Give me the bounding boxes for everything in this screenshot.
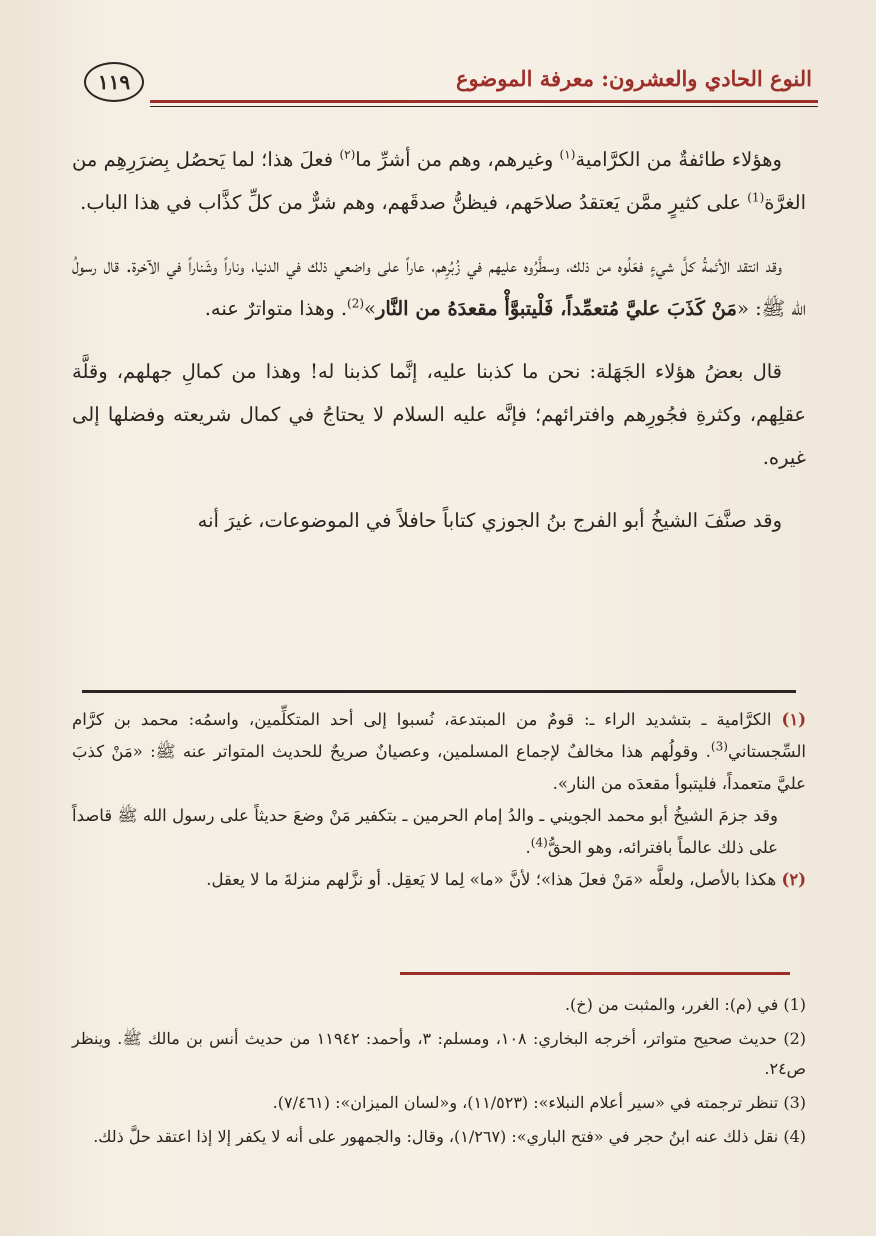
footnote-marker: (1) [747, 190, 765, 205]
editor-note-4: (4) نقل ذلك عنه ابنُ حجر في «فتح الباري»: (١/٢٦٧)، وقال: والجمهور على أنه لا يكفر إلا إذا اعتقد حلَّ ذلك. [93, 1127, 806, 1146]
paragraph-4: وقد صنَّفَ الشيخُ أبو الفرج بنُ الجوزي كتاباً حافلاً في الموضوعات، غيرَ أنه [197, 509, 782, 532]
editor-note-1: (1) في (م): الغرر، والمثبت من (خ). [564, 995, 806, 1014]
footnote-marker: (2) [347, 296, 365, 311]
header-rule-red [150, 100, 818, 103]
editor-notes-separator [400, 972, 790, 975]
footnote-1-cont [72, 800, 806, 864]
editor-note-3: (3) تنظر ترجمته في «سير أعلام النبلاء»: (١١/٥٢٣)، و«لسان الميزان»: (٧/٤٦١). [272, 1093, 806, 1112]
text-run: وقد انتقد الأئمةُ كلَّ شيءٍ فعَلُوه من ذلك، وسطَّرُوه عليهم في زُبُرِهم، عاراً على واضعي ذلك في الدنيا، وناراً وشَناراً في الآخرة. قال رسولُ الله ﷺ: « [72, 254, 806, 320]
header-rule-black [150, 106, 818, 107]
footnote-marker: (4) [530, 835, 548, 850]
footnote-marker: (١) [559, 147, 576, 162]
footnote-1 [72, 704, 806, 800]
page-number: ١١٩ [84, 62, 144, 102]
footnote-text: . [525, 838, 531, 857]
text-run: فعلَ هذا؛ لما يَحصُل بِضرَرِهِم من الغرَّة [72, 148, 806, 214]
footnote-number: (١) [781, 710, 806, 729]
running-title: النوع الحادي والعشرون: معرفة الموضوع [455, 66, 812, 91]
footnote-separator [82, 690, 796, 693]
text-run: . وهذا متواترٌ عنه. [204, 297, 348, 320]
hadith-quote: مَنْ كَذَبَ عليَّ مُتعمِّداً، فَلْيتبوَّأْ مقعدَهُ من النَّار [375, 297, 737, 320]
editor-note-2: (2) حديث صحيح متواتر، أخرجه البخاري: ١٠٨، ومسلم: ٣، وأحمد: ١١٩٤٢ من حديث أنس بن مالك ﷺ. وينظر ص٢٤. [72, 1029, 807, 1078]
footnote-2 [72, 864, 806, 896]
footnote-text: وقد جزمَ الشيخُ أبو محمد الجويني ـ والدُ إمام الحرمين ـ بتكفير مَنْ وضعَ حديثاً على رسول الله ﷺ قاصداً على ذلك عالماً بافترائه، وهو الحقُّ [72, 806, 778, 857]
text-run: وهؤلاء طائفةٌ من الكرَّامية [575, 148, 782, 171]
footnote-text: الكرَّامية ـ بتشديد الراء ـ: قومٌ من المبتدعة، نُسبوا إلى أحد المتكلِّمين، واسمُه: محمد بن كرَّام السِّجستاني [72, 710, 806, 761]
page-header [78, 58, 818, 108]
text-run: على كثيرٍ ممَّن يَعتقدُ صلاحَهم، فيظنُّ صدقَهم، وهم شرٌّ من كلِّ كذَّاب في هذا الباب. [80, 191, 748, 214]
main-text [72, 138, 806, 562]
editor-footnotes [72, 990, 806, 1156]
paragraph-2 [72, 244, 806, 330]
text-run: » [364, 297, 376, 320]
text-run: وغيرهم، وهم من أشرِّ ما [355, 148, 560, 171]
footnote-marker: (٢) [339, 147, 356, 162]
footnote-text: هكذا بالأصل، ولعلَّه «مَنْ فعلَ هذا»؛ لأنَّ «ما» لِما لا يَعقِل. أو نزَّلهم منزلةَ ما لا يعقل. [206, 870, 777, 889]
author-footnotes [72, 704, 806, 896]
paragraph-3: قال بعضُ هؤلاء الجَهَلة: نحن ما كذبنا عليه، إنَّما كذبنا له! وهذا من كمالِ جهلهم، وقلَّة عقلِهم، وكثرةِ فجُورِهم وافترائهم؛ فإنَّه عليه السلام لا يحتاجُ في كمال شريعته وفضلها إلى غيره. [72, 360, 806, 469]
footnote-text: . وقولُهم هذا مخالفٌ لإجماع المسلمين، وعصيانٌ صريحٌ للحديث المتواتر عنه ﷺ: «مَنْ كذبَ عليَّ متعمداً، فليتبوأ مقعدَه من النار». [72, 742, 806, 793]
footnote-number: (٢) [781, 870, 806, 889]
paragraph-1 [72, 138, 806, 224]
footnote-marker: (3) [710, 739, 728, 754]
